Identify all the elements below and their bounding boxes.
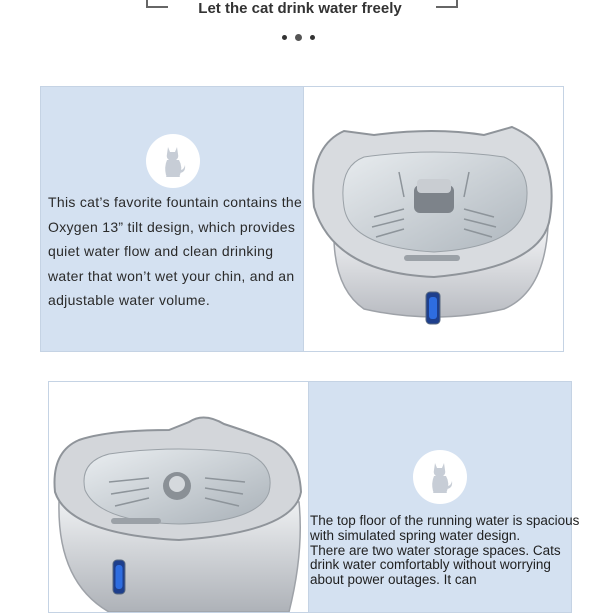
- header-bracket-right: [436, 0, 458, 8]
- fountain-illustration: [49, 382, 309, 612]
- carousel-dot-active[interactable]: [295, 34, 302, 41]
- carousel-dots: [282, 34, 315, 41]
- cat-icon: [158, 143, 188, 179]
- feature-description-2-line-1: The top floor of the running water is spacious with simulated spring water design.: [310, 513, 580, 543]
- cat-badge-1: [146, 134, 200, 188]
- carousel-dot[interactable]: [282, 35, 287, 40]
- carousel-dot[interactable]: [310, 35, 315, 40]
- product-image-1: [303, 86, 564, 352]
- feature-description-1: This cat’s favorite fountain contains the Oxygen 13” tilt design, which provides quiet water flow and clean drinking water that won’t wet your chin, and an adjustable water volume.: [48, 194, 303, 308]
- product-image-2: [48, 381, 310, 613]
- header: [0, 0, 600, 60]
- tagline: Let the cat drink water freely: [198, 0, 402, 17]
- cat-badge-2: [413, 450, 467, 504]
- feature-description-2: [310, 514, 580, 588]
- fountain-illustration: [304, 87, 563, 351]
- cat-icon: [425, 459, 455, 495]
- feature-description-2-line-2: There are two water storage spaces. Cats drink water comfortably without worrying about power outages. It can: [310, 542, 561, 588]
